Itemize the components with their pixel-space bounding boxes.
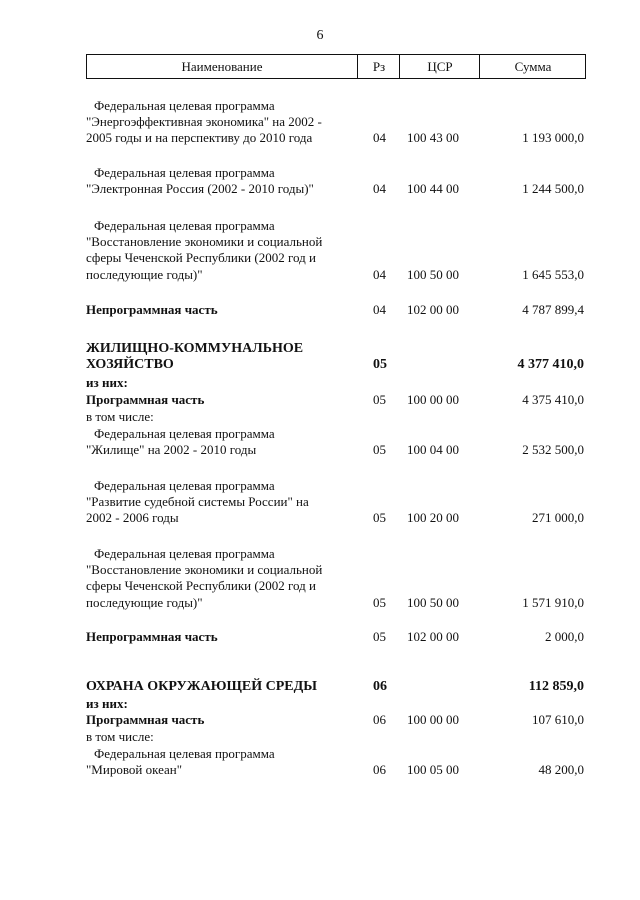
row-rz: 05 bbox=[373, 510, 386, 526]
row-name-line: Федеральная целевая программа bbox=[94, 478, 275, 493]
table-header bbox=[86, 54, 586, 79]
row-name-line: Федеральная целевая программа bbox=[94, 546, 275, 561]
row-name-line: ХОЗЯЙСТВО bbox=[86, 357, 174, 373]
row-name-line: "Восстановление экономики и социальной bbox=[86, 234, 323, 250]
page-number: 6 bbox=[316, 28, 324, 43]
row-name-line: сферы Чеченской Республики (2002 год и bbox=[86, 578, 316, 594]
row-name bbox=[86, 478, 361, 527]
row-name bbox=[86, 392, 361, 408]
row-name bbox=[86, 629, 361, 645]
row-sum: 1 571 910,0 bbox=[522, 594, 584, 610]
row-name-line: 2005 годы и на перспективу до 2010 года bbox=[86, 130, 313, 146]
row-name bbox=[86, 409, 361, 425]
row-name-line: Непрограммная часть bbox=[86, 629, 218, 644]
row-rz: 05 bbox=[373, 392, 386, 407]
row-name-line: Федеральная целевая программа bbox=[94, 165, 275, 180]
row-name-line: последующие годы)" bbox=[86, 266, 203, 282]
header-name: Наименование bbox=[181, 59, 263, 74]
row-csr: 100 50 00 bbox=[407, 266, 459, 282]
row-sum: 1 193 000,0 bbox=[522, 130, 584, 146]
row-name bbox=[86, 696, 361, 712]
row-name bbox=[86, 98, 361, 147]
row-name bbox=[86, 426, 361, 458]
row-name-line: Программная часть bbox=[86, 392, 205, 407]
header-rz: Рз bbox=[357, 55, 400, 78]
row-name bbox=[86, 712, 361, 728]
row-rz: 04 bbox=[373, 266, 386, 282]
row-name-line: Федеральная целевая программа bbox=[94, 98, 275, 113]
row-rz: 04 bbox=[373, 302, 386, 317]
row-name bbox=[86, 679, 361, 695]
row-name-line: в том числе: bbox=[86, 729, 154, 744]
row-csr: 102 00 00 bbox=[407, 629, 459, 644]
row-name bbox=[86, 746, 361, 778]
row-name-line: последующие годы)" bbox=[86, 594, 203, 610]
row-csr: 100 00 00 bbox=[407, 712, 459, 727]
row-csr: 100 05 00 bbox=[407, 762, 459, 778]
row-name-line: сферы Чеченской Республики (2002 год и bbox=[86, 250, 316, 266]
row-rz: 06 bbox=[373, 712, 386, 727]
row-rz: 04 bbox=[373, 130, 386, 146]
row-csr: 100 44 00 bbox=[407, 181, 459, 197]
row-csr: 100 50 00 bbox=[407, 594, 459, 610]
row-csr: 100 00 00 bbox=[407, 392, 459, 407]
header-sum: Сумма bbox=[479, 55, 586, 78]
row-name-line: ЖИЛИЩНО-КОММУНАЛЬНОЕ bbox=[86, 341, 304, 356]
row-name-line: Федеральная целевая программа bbox=[94, 218, 275, 233]
row-name-line: "Электронная Россия (2002 - 2010 годы)" bbox=[86, 181, 314, 197]
row-sum: 1 645 553,0 bbox=[522, 266, 584, 282]
row-name-line: ОХРАНА ОКРУЖАЮЩЕЙ СРЕДЫ bbox=[86, 679, 317, 694]
row-name-line: в том числе: bbox=[86, 409, 154, 424]
row-name bbox=[86, 302, 361, 318]
row-name bbox=[86, 546, 361, 611]
row-name-line: Федеральная целевая программа bbox=[94, 746, 275, 761]
row-name-line: "Мировой океан" bbox=[86, 762, 183, 778]
row-name-line: Федеральная целевая программа bbox=[94, 426, 275, 441]
row-sum: 4 375 410,0 bbox=[522, 392, 584, 407]
row-name bbox=[86, 729, 361, 745]
row-csr: 102 00 00 bbox=[407, 302, 459, 317]
row-name-line: 2002 - 2006 годы bbox=[86, 510, 179, 526]
row-name-line: Программная часть bbox=[86, 712, 205, 727]
row-name-line: "Восстановление экономики и социальной bbox=[86, 562, 323, 578]
row-csr: 100 04 00 bbox=[407, 442, 459, 458]
row-rz: 05 bbox=[373, 594, 386, 610]
row-rz: 05 bbox=[373, 442, 386, 458]
row-sum: 112 859,0 bbox=[528, 679, 584, 694]
row-sum: 2 532 500,0 bbox=[522, 442, 584, 458]
header-csr: ЦСР bbox=[399, 55, 480, 78]
row-sum: 48 200,0 bbox=[538, 762, 584, 778]
row-name-line: из них: bbox=[86, 696, 128, 711]
row-sum: 107 610,0 bbox=[532, 712, 584, 727]
row-name bbox=[86, 165, 361, 197]
row-csr: 100 43 00 bbox=[407, 130, 459, 146]
row-name-line: "Жилище" на 2002 - 2010 годы bbox=[86, 442, 257, 458]
row-sum: 4 787 899,4 bbox=[522, 302, 584, 317]
row-sum: 2 000,0 bbox=[545, 629, 584, 644]
row-name bbox=[86, 375, 361, 391]
row-name bbox=[86, 341, 361, 373]
row-sum: 271 000,0 bbox=[532, 510, 584, 526]
row-rz: 06 bbox=[373, 679, 387, 694]
row-rz: 04 bbox=[373, 181, 386, 197]
row-csr: 100 20 00 bbox=[407, 510, 459, 526]
row-name-line: из них: bbox=[86, 375, 128, 390]
row-name-line: Непрограммная часть bbox=[86, 302, 218, 317]
row-rz: 05 bbox=[373, 357, 387, 373]
row-name-line: "Развитие судебной системы России" на bbox=[86, 494, 309, 510]
row-sum: 1 244 500,0 bbox=[522, 181, 584, 197]
row-rz: 05 bbox=[373, 629, 386, 644]
row-sum: 4 377 410,0 bbox=[517, 357, 584, 373]
row-name bbox=[86, 218, 361, 283]
row-name-line: "Энергоэффективная экономика" на 2002 - bbox=[86, 114, 322, 130]
row-rz: 06 bbox=[373, 762, 386, 778]
